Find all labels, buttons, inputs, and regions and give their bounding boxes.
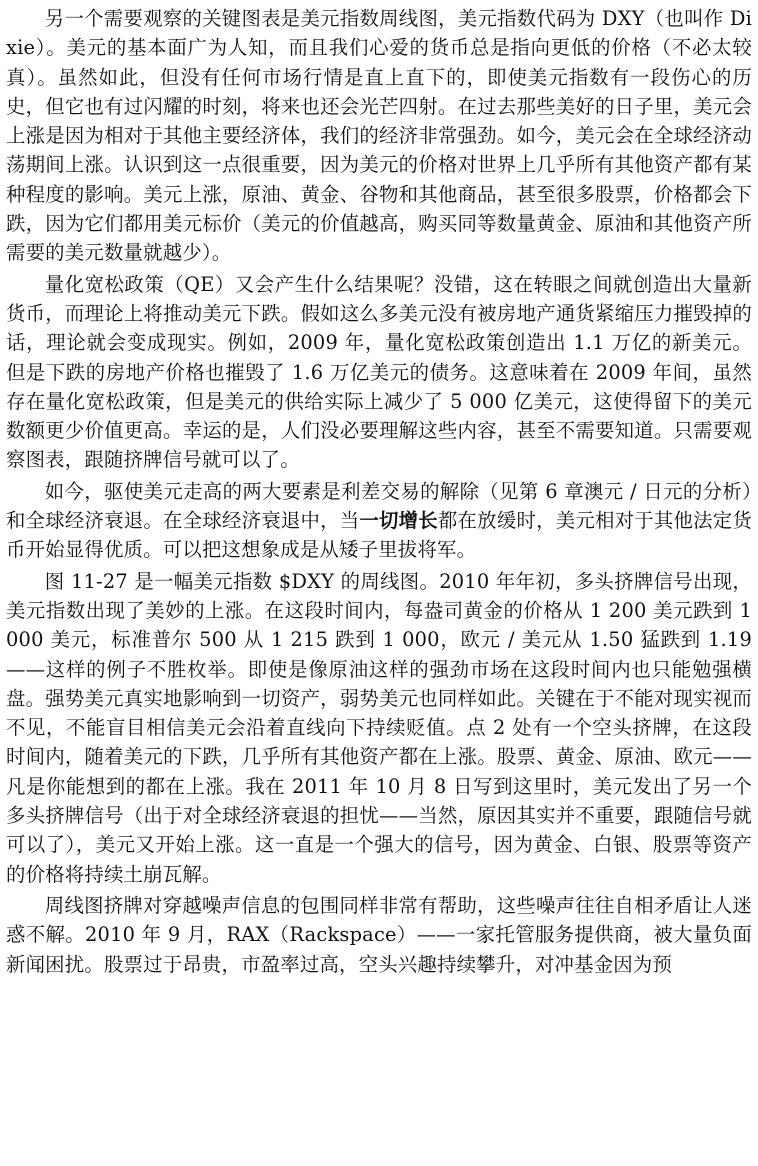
paragraph-dxy-intro: 另一个需要观察的关键图表是美元指数周线图，美元指数代码为 DXY（也叫作 Dixie）。美元的基本面广为人知，而且我们心爱的货币总是指向更低的价格（不必太较真）。虽然如此，但没有任何市场行情是直上直下的，即使美元指数有一段伤心的历史，但它也有过闪耀的时刻，将来也还会光芒四射。在过去那些美好的日子里，美元会上涨是因为相对于其他主要经济体，我们的经济非常强劲。如今，美元会在全球经济动荡期间上涨。认识到这一点很重要，因为美元的价格对世界上几乎所有其他资产都有某种程度的影响。美元上涨，原油、黄金、谷物和其他商品，甚至很多股票，价格都会下跌，因为它们都用美元标价（美元的价值越高，购买同等数量黄金、原油和其他资产所需要的美元数量就越少）。 — [6, 7, 752, 265]
paragraph-dollar-drivers-text-after: 都在放缓时，美元相对于其他法定货币开始显得优质。可以把这想象成是从矮子里拔将军。 — [6, 509, 752, 562]
paragraph-quantitative-easing: 量化宽松政策（QE）又会产生什么结果呢？没错，这在转眼之间就创造出大量新货币，而理论上将推动美元下跌。假如这么多美元没有被房地产通货紧缩压力摧毁掉的话，理论就会变成现实。例如，2009 年，量化宽松政策创造出 1.1 万亿的新美元。但是下跌的房地产价格也摧毁了 1.6 万亿美元的债务。这意味着在 2009 年间，虽然存在量化宽松政策，但是美元的供给实际上减少了 5 000 亿美元，这使得留下的美元数额更少价值更高。幸运的是，人们没必要理解这些内容，甚至不需要知道。只需要观察图表，跟随挤牌信号就可以了。 — [6, 272, 752, 472]
paragraph-dollar-drivers — [6, 477, 752, 565]
paragraph-dollar-drivers-text-before: 如今，驱使美元走高的两大要素是利差交易的解除（见第 6 章澳元 / 日元的分析）和全球经济衰退。在全球经济衰退中，当 — [6, 479, 752, 533]
paragraph-figure-11-27: 图 11-27 是一幅美元指数 $DXY 的周线图。2010 年年初，多头挤牌信号出现，美元指数出现了美妙的上涨。在这段时间内，每盎司黄金的价格从 1 200 美元跌到 1 000 美元，标准普尔 500 从 1 215 跌到 1 000，欧元 / 美元从 1.50 猛跌到 1.19——这样的例子不胜枚举。即使是像原油这样的强劲市场在这段时间内也只能勉强横盘。强势美元真实地影响到一切资产，弱势美元也同样如此。关键在于不能对现实视而不见，不能盲目相信美元会沿着直线向下持续贬值。点 2 处有一个空头挤牌，在这段时间内，随着美元的下跌，几乎所有其他资产都在上涨。股票、黄金、原油、欧元——凡是你能想到的都在上涨。我在 2011 年 10 月 8 日写到这里时，美元发出了另一个多头挤牌信号（出于对全球经济衰退的担忧——当然，原因其实并不重要，跟随信号就可以了），美元又开始上涨。这一直是一个强大的信号，因为黄金、白银、股票等资产的价格将持续土崩瓦解。 — [6, 569, 752, 886]
paragraph-dollar-drivers-bold-text: 一切增长 — [359, 509, 438, 533]
paragraph-weekly-squeeze-rax: 周线图挤牌对穿越噪声信息的包围同样非常有帮助，这些噪声往往自相矛盾让人迷惑不解。2010 年 9 月，RAX（Rackspace）——一家托管服务提供商，被大量负面新闻困扰。股票过于昂贵，市盈率过高，空头兴趣持续攀升，对冲基金因为预 — [6, 893, 752, 976]
